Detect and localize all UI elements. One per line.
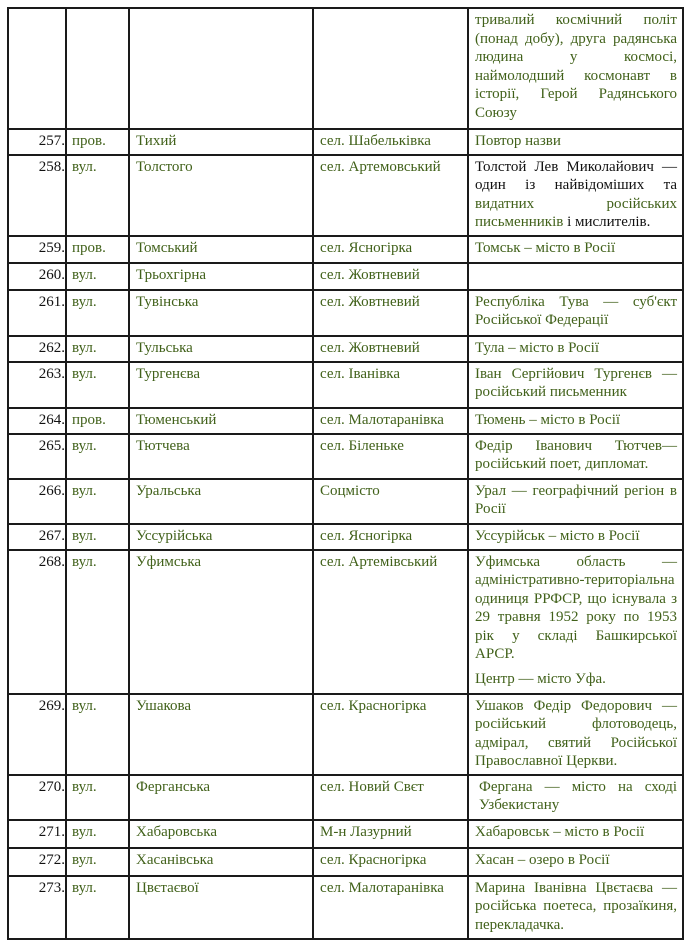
description: Марина Іванівна Цвєтаєва — російська поетеса, прозаїкиня, перекладачка. [468,876,683,939]
street-name: Тюменський [129,408,313,434]
street-name: Хабаровська [129,820,313,848]
street-type: пров. [66,129,129,155]
street-type: вул. [66,820,129,848]
row-number-cell [8,8,66,129]
table-row [8,434,683,479]
row-number: 269. [8,694,66,775]
description [468,550,683,694]
description: Хабаровськ – місто в Росії [468,820,683,848]
street-type: вул. [66,155,129,236]
description: Федір Іванович Тютчев— російський поет, дипломат. [468,434,683,479]
table-row [8,236,683,263]
street-type: вул. [66,362,129,408]
location: сел. Ясногірка [313,236,468,263]
street-type: вул. [66,694,129,775]
street-type: вул. [66,876,129,939]
street-type: вул. [66,550,129,694]
location: Соцмісто [313,479,468,524]
row-number: 267. [8,524,66,550]
description: Ушаков Федір Федорович — російський флотоводець, адмірал, святий Російської Православної Церкви. [468,694,683,775]
description-paragraph: Уфимська область — адміністративно-територіальна одиниця РРФСР, що існувала з 29 травня 1952 року по 1953 рік у складі Башкирської АРСР. [475,553,677,662]
street-type: вул. [66,848,129,876]
description: Тюмень – місто в Росії [468,408,683,434]
street-type: вул. [66,479,129,524]
description [468,263,683,290]
description-part: Толстой Лев Миколайович — один із найвідоміших та [475,158,677,193]
street-type: вул. [66,775,129,820]
table-row [8,820,683,848]
table-row [8,408,683,434]
street-name: Тютчева [129,434,313,479]
location: сел. Жовтневий [313,290,468,336]
street-name: Хасанівська [129,848,313,876]
street-type: вул. [66,290,129,336]
street-name: Трьохгірна [129,263,313,290]
street-type-cell [66,8,129,129]
table-row [8,129,683,155]
table-row [8,848,683,876]
location-cell [313,8,468,129]
location: сел. Біленьке [313,434,468,479]
table-row [8,694,683,775]
street-name: Тихий [129,129,313,155]
table-row-continuation [8,8,683,129]
row-number: 265. [8,434,66,479]
row-number: 273. [8,876,66,939]
location: сел. Малотаранівка [313,408,468,434]
location: сел. Артемовський [313,155,468,236]
street-type: пров. [66,408,129,434]
street-type: вул. [66,263,129,290]
street-name: Ферганська [129,775,313,820]
description: Хасан – озеро в Росії [468,848,683,876]
street-type: вул. [66,434,129,479]
table-row [8,876,683,939]
street-name: Тургенєва [129,362,313,408]
location: М-н Лазурний [313,820,468,848]
row-number: 257. [8,129,66,155]
location: сел. Ясногірка [313,524,468,550]
row-number: 264. [8,408,66,434]
row-number: 259. [8,236,66,263]
street-name: Уссурійська [129,524,313,550]
location: сел. Красногірка [313,848,468,876]
row-number: 261. [8,290,66,336]
location: сел. Жовтневий [313,263,468,290]
row-number: 260. [8,263,66,290]
location: сел. Артемівський [313,550,468,694]
street-name: Ушакова [129,694,313,775]
description: Тула – місто в Росії [468,336,683,362]
street-name-cell [129,8,313,129]
row-number: 263. [8,362,66,408]
street-type: вул. [66,524,129,550]
row-number: 270. [8,775,66,820]
row-number: 258. [8,155,66,236]
table-row [8,336,683,362]
description: Фергана — місто на сході Узбекистану [468,775,683,820]
description: Повтор назви [468,129,683,155]
description: Урал — географічний регіон в Росії [468,479,683,524]
street-name: Томський [129,236,313,263]
table-row [8,290,683,336]
location: сел. Малотаранівка [313,876,468,939]
row-number: 268. [8,550,66,694]
description: Іван Сергійович Тургенєв — російський письменник [468,362,683,408]
location: сел. Жовтневий [313,336,468,362]
street-name: Тувінська [129,290,313,336]
row-number: 266. [8,479,66,524]
row-number: 262. [8,336,66,362]
table-row [8,479,683,524]
street-type: вул. [66,336,129,362]
description-part: і мислителів. [563,214,651,230]
description: Республіка Тува — суб'єкт Російської Федерації [468,290,683,336]
table-row [8,524,683,550]
row-number: 271. [8,820,66,848]
description: Уссурійськ – місто в Росії [468,524,683,550]
table-row [8,155,683,236]
street-name: Уфимська [129,550,313,694]
street-name: Уральська [129,479,313,524]
location: сел. Красногірка [313,694,468,775]
table-row [8,775,683,820]
description-part: видатних російських письменників [475,195,677,230]
location: сел. Іванівка [313,362,468,408]
street-name: Цвєтаєвої [129,876,313,939]
table-row [8,362,683,408]
description-cell: тривалий космічний політ (понад добу), друга радянська людина у космосі, наймолодший космонавт в історії, Герой Радянського Союзу [468,8,683,129]
street-name: Толстого [129,155,313,236]
table-row [8,550,683,694]
description: Томськ – місто в Росії [468,236,683,263]
streets-table [7,7,684,940]
description [468,155,683,236]
street-name: Тульська [129,336,313,362]
row-number: 272. [8,848,66,876]
description-paragraph: Центр — місто Уфа. [475,670,606,687]
street-type: пров. [66,236,129,263]
location: сел. Новий Свєт [313,775,468,820]
table-row [8,263,683,290]
location: сел. Шабельківка [313,129,468,155]
